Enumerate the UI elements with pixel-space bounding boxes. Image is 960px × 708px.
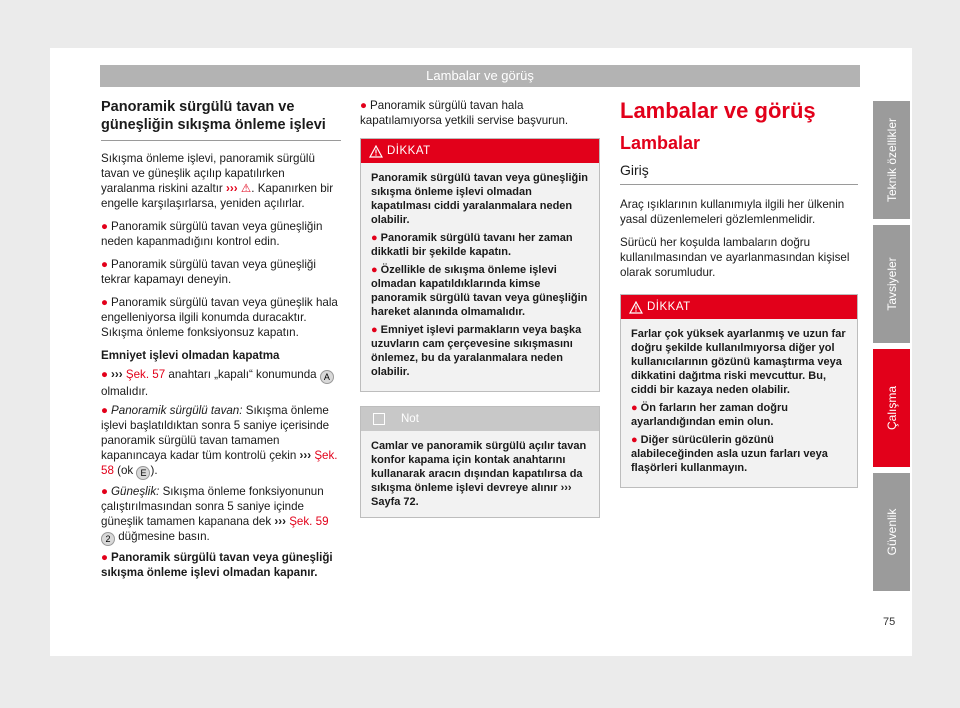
figure-link[interactable]: Şek. 58 — [101, 449, 338, 477]
warning-icon — [629, 299, 643, 323]
bullet-icon: ● — [631, 434, 638, 446]
page-header: Lambalar ve görüş — [100, 65, 860, 87]
list-item: ● Panoramik sürgülü tavan veya güneşliği tekrar kapamayı deneyin. — [101, 258, 316, 286]
warning-lead: Panoramik sürgülü tavan veya güneşliğin sıkışma önleme işlevi olmadan kapatılması ciddi yaralanmalara neden olabilir. — [371, 172, 589, 226]
figure-link[interactable]: Şek. 57 — [125, 368, 166, 381]
section-heading: Panoramik sürgülü tavan ve güneşliğin sıkışma önleme işlevi — [101, 98, 341, 141]
intro-paragraph — [101, 151, 341, 211]
warning-body — [361, 163, 599, 391]
column-2 — [360, 98, 600, 518]
warning-label: DİKKAT — [387, 145, 431, 157]
section-heading: Giriş — [620, 163, 858, 185]
subheading: Emniyet işlevi olmadan kapatma — [101, 349, 280, 362]
list-item: ● Panoramik sürgülü tavan veya güneşliği sıkışma önleme işlevi olmadan kapanır. — [101, 551, 333, 579]
tab-teknik-ozellikler[interactable]: Teknik özellikler — [873, 101, 910, 219]
bullet-icon: ● — [631, 402, 638, 414]
bullet-icon: ● — [101, 296, 109, 309]
arrow-icon: ››› — [299, 449, 312, 462]
column-3 — [620, 98, 858, 498]
key-label: E — [136, 466, 150, 480]
warning-lead: Farlar çok yüksek ayarlanmış ve uzun far doğru şekilde kullanılmıyorsa diğer yol kullanıcılarının gözünü kamaştırma veya dikkatini dağıtma riski mevcuttur. Bu, ciddi bir kazaya neden olabilir. — [631, 328, 846, 396]
warning-header — [621, 295, 857, 319]
list-item: ● Ön farların her zaman doğru ayarlandığından emin olun. — [631, 402, 788, 428]
intro-tail: . Kapanırken bir engelle karşılaşırlarsa, yeniden açılırlar. — [101, 182, 334, 210]
warning-header — [361, 139, 599, 163]
chapter-subtitle: Lambalar — [620, 133, 701, 153]
key-label: 2 — [101, 532, 115, 546]
arrow-icon: ››› — [560, 482, 572, 494]
intro-text: Sıkışma önleme işlevi, panoramik sürgülü tavan ve güneşlik açılıp kapatılırken yaralanma riskini azaltır — [101, 152, 315, 195]
note-icon — [373, 413, 385, 425]
list-item: ● ››› Şek. 57 anahtarı „kapalı“ konumunda A olmalıdır. — [101, 367, 341, 399]
note-label: Not — [401, 413, 419, 425]
list-item: ● Emniyet işlevi parmakların veya başka uzuvların cam çerçevesine sıkışmasını önlemez, bu da yaralanmalara neden olabilir. — [371, 324, 582, 378]
column-1 — [101, 98, 341, 588]
warning-box — [620, 294, 858, 488]
list-item: ● Panoramik sürgülü tavan veya güneşlik hala engelleniyorsa ilgili konumda duracaktır. Sıkışma önleme fonksiyonsuz kapatın. — [101, 296, 338, 339]
bullet-icon: ● — [101, 404, 109, 417]
arrow-icon: ››› — [274, 515, 286, 528]
paragraph: Araç ışıklarının kullanımıyla ilgili her ülkenin yasal düzenlemeleri gözlemlenmelidir. — [620, 198, 845, 226]
bullet-icon: ● — [371, 324, 378, 336]
arrow-icon: ››› — [226, 182, 238, 195]
page-number: 75 — [883, 616, 896, 628]
bullet-icon: ● — [101, 551, 109, 564]
list-item: ● Güneşlik: Sıkışma önleme fonksiyonunun çalıştırılmasından sonra 5 saniye içinde güneşlik tamamen kapanana dek ››› Şek. 59 2 düğmesine basın. — [101, 485, 329, 544]
bullet-icon: ● — [101, 368, 109, 381]
page-link[interactable]: Sayfa 72 — [371, 496, 416, 508]
warning-label: DİKKAT — [647, 301, 691, 313]
arrow-icon: ››› — [111, 368, 123, 381]
bullet-icon: ● — [360, 99, 368, 112]
warning-icon — [369, 143, 383, 167]
list-item: ● Panoramik sürgülü tavan hala kapatılamıyorsa yetkili servise başvurun. — [360, 99, 569, 127]
list-item: ● Özellikle de sıkışma önleme işlevi olmadan kapatıldıklarında kimse panoramik sürgülü tavan veya güneşliğin hareket alanında olmamalıdır. — [371, 264, 588, 318]
list-item: ● Panoramik sürgülü tavanı her zaman dikkatli bir şekilde kapatın. — [371, 232, 573, 258]
note-body: Camlar ve panoramik sürgülü açılır tavan konfor kapama için kontak anahtarını kullanarak aracın dışından kapatılırsa da sıkışma önleme işlevi devreye alınır ››› Sayfa 72. — [371, 440, 587, 508]
bullet-icon: ● — [101, 485, 109, 498]
list-item: ● Panoramik sürgülü tavan veya güneşliğin neden kapanmadığını kontrol edin. — [101, 220, 323, 248]
bullet-icon: ● — [101, 258, 109, 271]
note-header — [361, 407, 599, 431]
list-item: ● Diğer sürücülerin gözünü alabileceğinden asla uzun farları veya flaşörleri kullanmayın. — [631, 434, 828, 474]
tab-tavsiyeler[interactable]: Tavsiyeler — [873, 225, 910, 343]
note-box — [360, 406, 600, 518]
figure-link[interactable]: Şek. 59 — [289, 515, 329, 528]
bullet-icon: ● — [371, 264, 378, 276]
paragraph: Sürücü her koşulda lambaların doğru kullanılmasından ve ayarlanmasından kişisel olarak sorumludur. — [620, 236, 850, 279]
tab-calisma[interactable]: Çalışma — [873, 349, 910, 467]
chapter-title: Lambalar ve görüş — [620, 98, 816, 123]
warning-box — [360, 138, 600, 392]
warning-body — [621, 319, 857, 487]
bullet-icon: ● — [101, 220, 109, 233]
tab-guvenlik[interactable]: Güvenlik — [873, 473, 910, 591]
bullet-icon: ● — [371, 232, 378, 244]
key-label: A — [320, 370, 334, 384]
list-item: ● Panoramik sürgülü tavan: Sıkışma önleme işlevi başlatıldıktan sonra 5 saniye içerisinde panoramik sürgülü tavan tamamen kapanıncaya kadar tüm kontrolü çekin ››› Şek. 58 (ok E ). — [101, 404, 338, 478]
warning-icon: ⚠ — [240, 182, 252, 195]
